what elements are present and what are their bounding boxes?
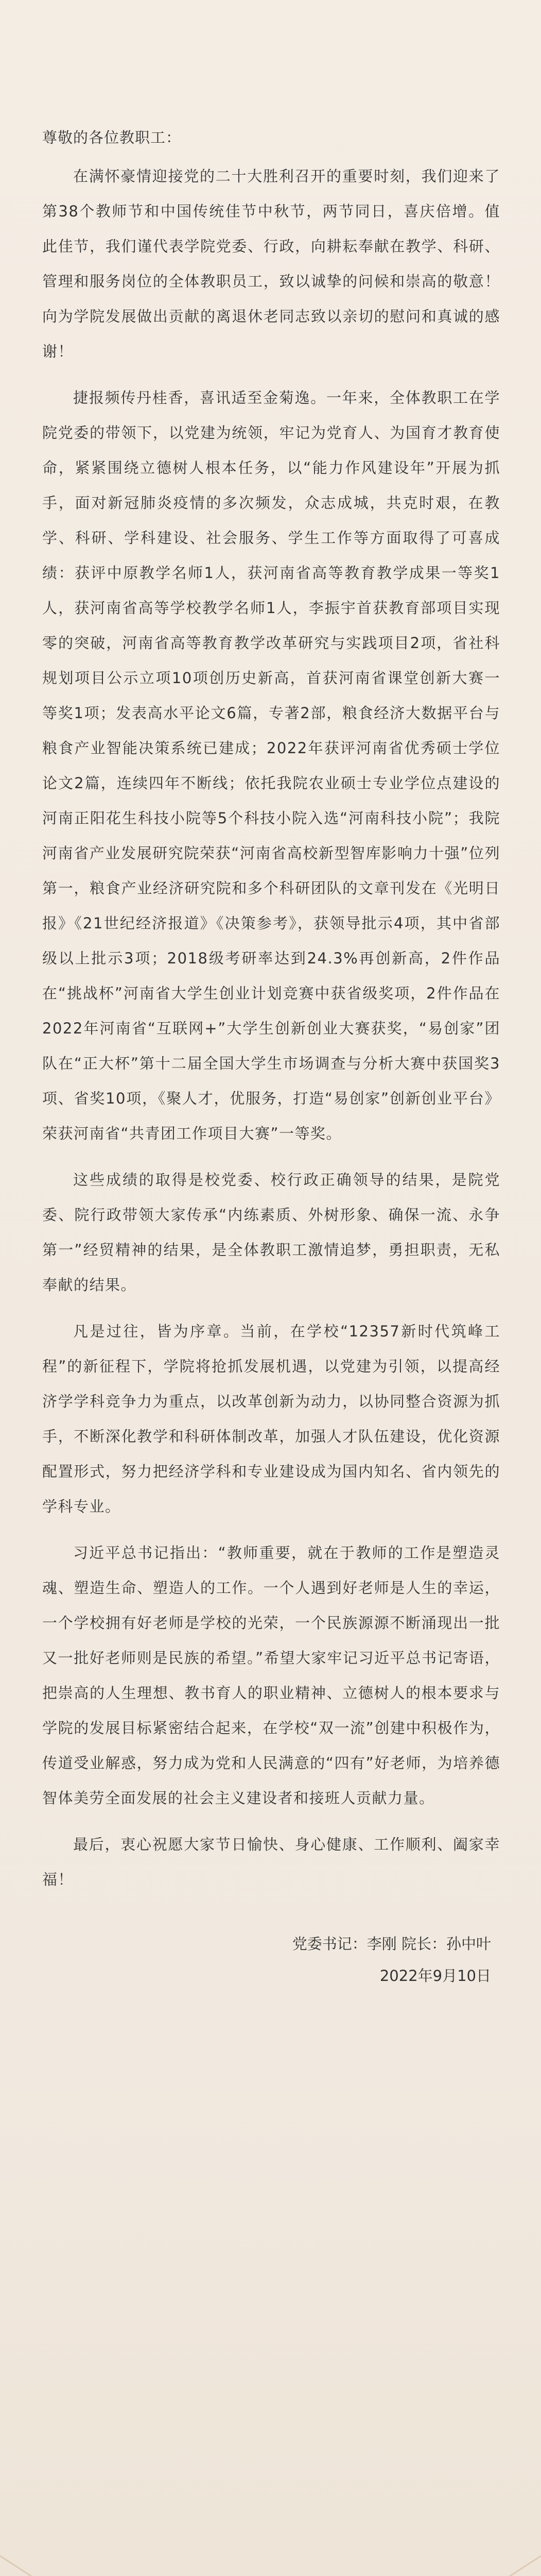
signature-names: 党委书记：李刚 院长：孙中叶 bbox=[292, 1935, 491, 1953]
envelope-decoration bbox=[0, 2195, 541, 2576]
letter-paragraph-1: 在满怀豪情迎接党的二十大胜利召开的重要时刻，我们迎来了第38个教师节和中国传统佳节中秋节，两节同日，喜庆倍增。值此佳节，我们谨代表学院党委、行政，向耕耘奉献在教学、科研、管理和服务岗位的全体教职员工，致以诚挚的问候和崇高的敬意！向为学院发展做出贡献的离退休老同志致以亲切的慰问和真诚的感谢！ bbox=[42, 167, 500, 360]
signature-date: 2022年9月10日 bbox=[379, 1967, 491, 1985]
letter-paragraph-5: 习近平总书记指出：“教师重要，就在于教师的工作是塑造灵魂、塑造生命、塑造人的工作。一个人遇到好老师是人生的幸运，一个学校拥有好老师是学校的光荣，一个民族源源不断涌现出一批又一批好老师则是民族的希望。”希望大家牢记习近平总书记寄语，把崇高的人生理想、教书育人的职业精神、立德树人的根本要求与学院的发展目标紧密结合起来，在学校“双一流”创建中积极作为，传道受业解惑，努力成为党和人民满意的“四有”好老师，为培养德智体美劳全面发展的社会主义建设者和接班人贡献力量。 bbox=[42, 1544, 500, 1807]
letter-paragraph-3: 这些成绩的取得是校党委、校行政正确领导的结果，是院党委、院行政带领大家传承“内练素质、外树形象、确保一流、永争第一”经贸精神的结果，是全体教职工激情追梦，勇担职责，无私奉献的结果。 bbox=[42, 1171, 500, 1294]
letter-signature bbox=[42, 1928, 500, 1992]
letter-body bbox=[42, 120, 500, 1992]
envelope-shape bbox=[0, 2195, 541, 2576]
letter-paragraph-6: 最后，衷心祝愿大家节日愉快、身心健康、工作顺利、阖家幸福！ bbox=[42, 1836, 500, 1888]
letter-greeting: 尊敬的各位教职工： bbox=[42, 129, 182, 146]
letter-paragraph-2: 捷报频传丹桂香，喜讯适至金菊逸。一年来，全体教职工在学院党委的带领下，以党建为统领，牢记为党育人、为国育才教育使命，紧紧围绕立德树人根本任务，以“能力作风建设年”开展为抓手，面对新冠肺炎疫情的多次频发，众志成城，共克时艰，在教学、科研、学科建设、社会服务、学生工作等方面取得了可喜成绩：获评中原教学名师1人，获河南省高等教育教学成果一等奖1人，获河南省高等学校教学名师1人，李振宇首获教育部项目实现零的突破，河南省高等教育教学改革研究与实践项目2项，省社科规划项目公示立项10项创历史新高，首获河南省课堂创新大赛一等奖1项；发表高水平论文6篇，专著2部，粮食经济大数据平台与粮食产业智能决策系统已建成；2022年获评河南省优秀硕士学位论文2篇，连续四年不断线；依托我院农业硕士专业学位点建设的河南正阳花生科技小院等5个科技小院入选“河南科技小院”；我院河南省产业发展研究院荣获“河南省高校新型智库影响力十强”位列第一，粮食产业经济研究院和多个科研团队的文章刊发在《光明日报》《21世纪经济报道》《决策参考》，获领导批示4项，其中省部级以上批示3项；2018级考研率达到24.3%再创新高，2件作品在“挑战杯”河南省大学生创业计划竞赛中获省级奖项，2件作品在2022年河南省“互联网+”大学生创新创业大赛获奖，“易创家”团队在“正大杯”第十二届全国大学生市场调查与分析大赛中获国奖3项、省奖10项，《聚人才，优服务，打造“易创家”创新创业平台》荣获河南省“共青团工作项目大赛”一等奖。 bbox=[42, 389, 500, 1142]
letter-paragraph-4: 凡是过往，皆为序章。当前，在学校“12357新时代筑峰工程”的新征程下，学院将抢抓发展机遇，以党建为引领，以提高经济学学科竞争力为重点，以改革创新为动力，以协同整合资源为抓手，不断深化教学和科研体制改革，加强人才队伍建设，优化资源配置形式，努力把经济学科和专业建设成为国内知名、省内领先的学科专业。 bbox=[42, 1323, 500, 1515]
